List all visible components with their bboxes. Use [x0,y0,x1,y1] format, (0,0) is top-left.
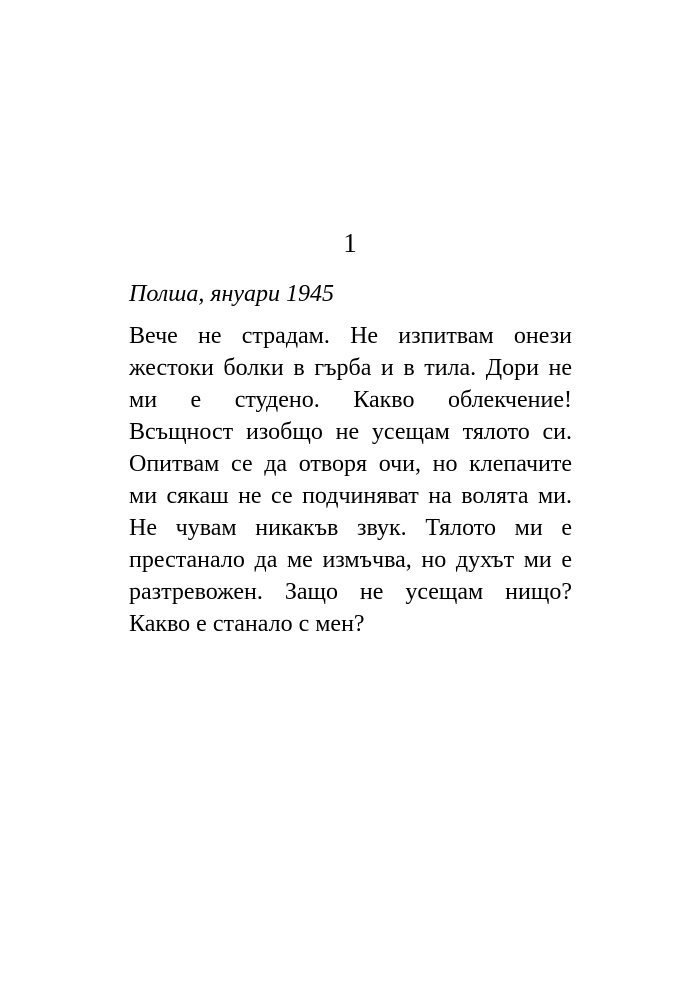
paragraph-line: ми е студено. Какво облекчение! [129,387,572,413]
paragraph-line: Вече не страдам. Не изпитвам онези [129,323,572,349]
paragraph-line: Всъщност изобщо не усещам тялото си. [129,419,572,445]
paragraph-line: Не чувам никакъв звук. Тялото ми е [129,515,572,541]
chapter-dateline: Полша, януари 1945 [129,281,335,307]
paragraph-line: ми сякаш не се подчиняват на волята ми. [129,483,572,509]
paragraph-line: Какво е станало с мен? [129,611,365,637]
paragraph-line: Опитвам се да отворя очи, но клепачите [129,451,572,477]
paragraph-line: престанало да ме измъчва, но духът ми е [129,547,572,573]
paragraph [129,320,572,640]
paragraph-line: разтревожен. Защо не усещам нищо? [129,579,572,605]
paragraph-line: жестоки болки в гърба и в тила. Дори не [129,355,572,381]
chapter-number: 1 [343,228,357,258]
